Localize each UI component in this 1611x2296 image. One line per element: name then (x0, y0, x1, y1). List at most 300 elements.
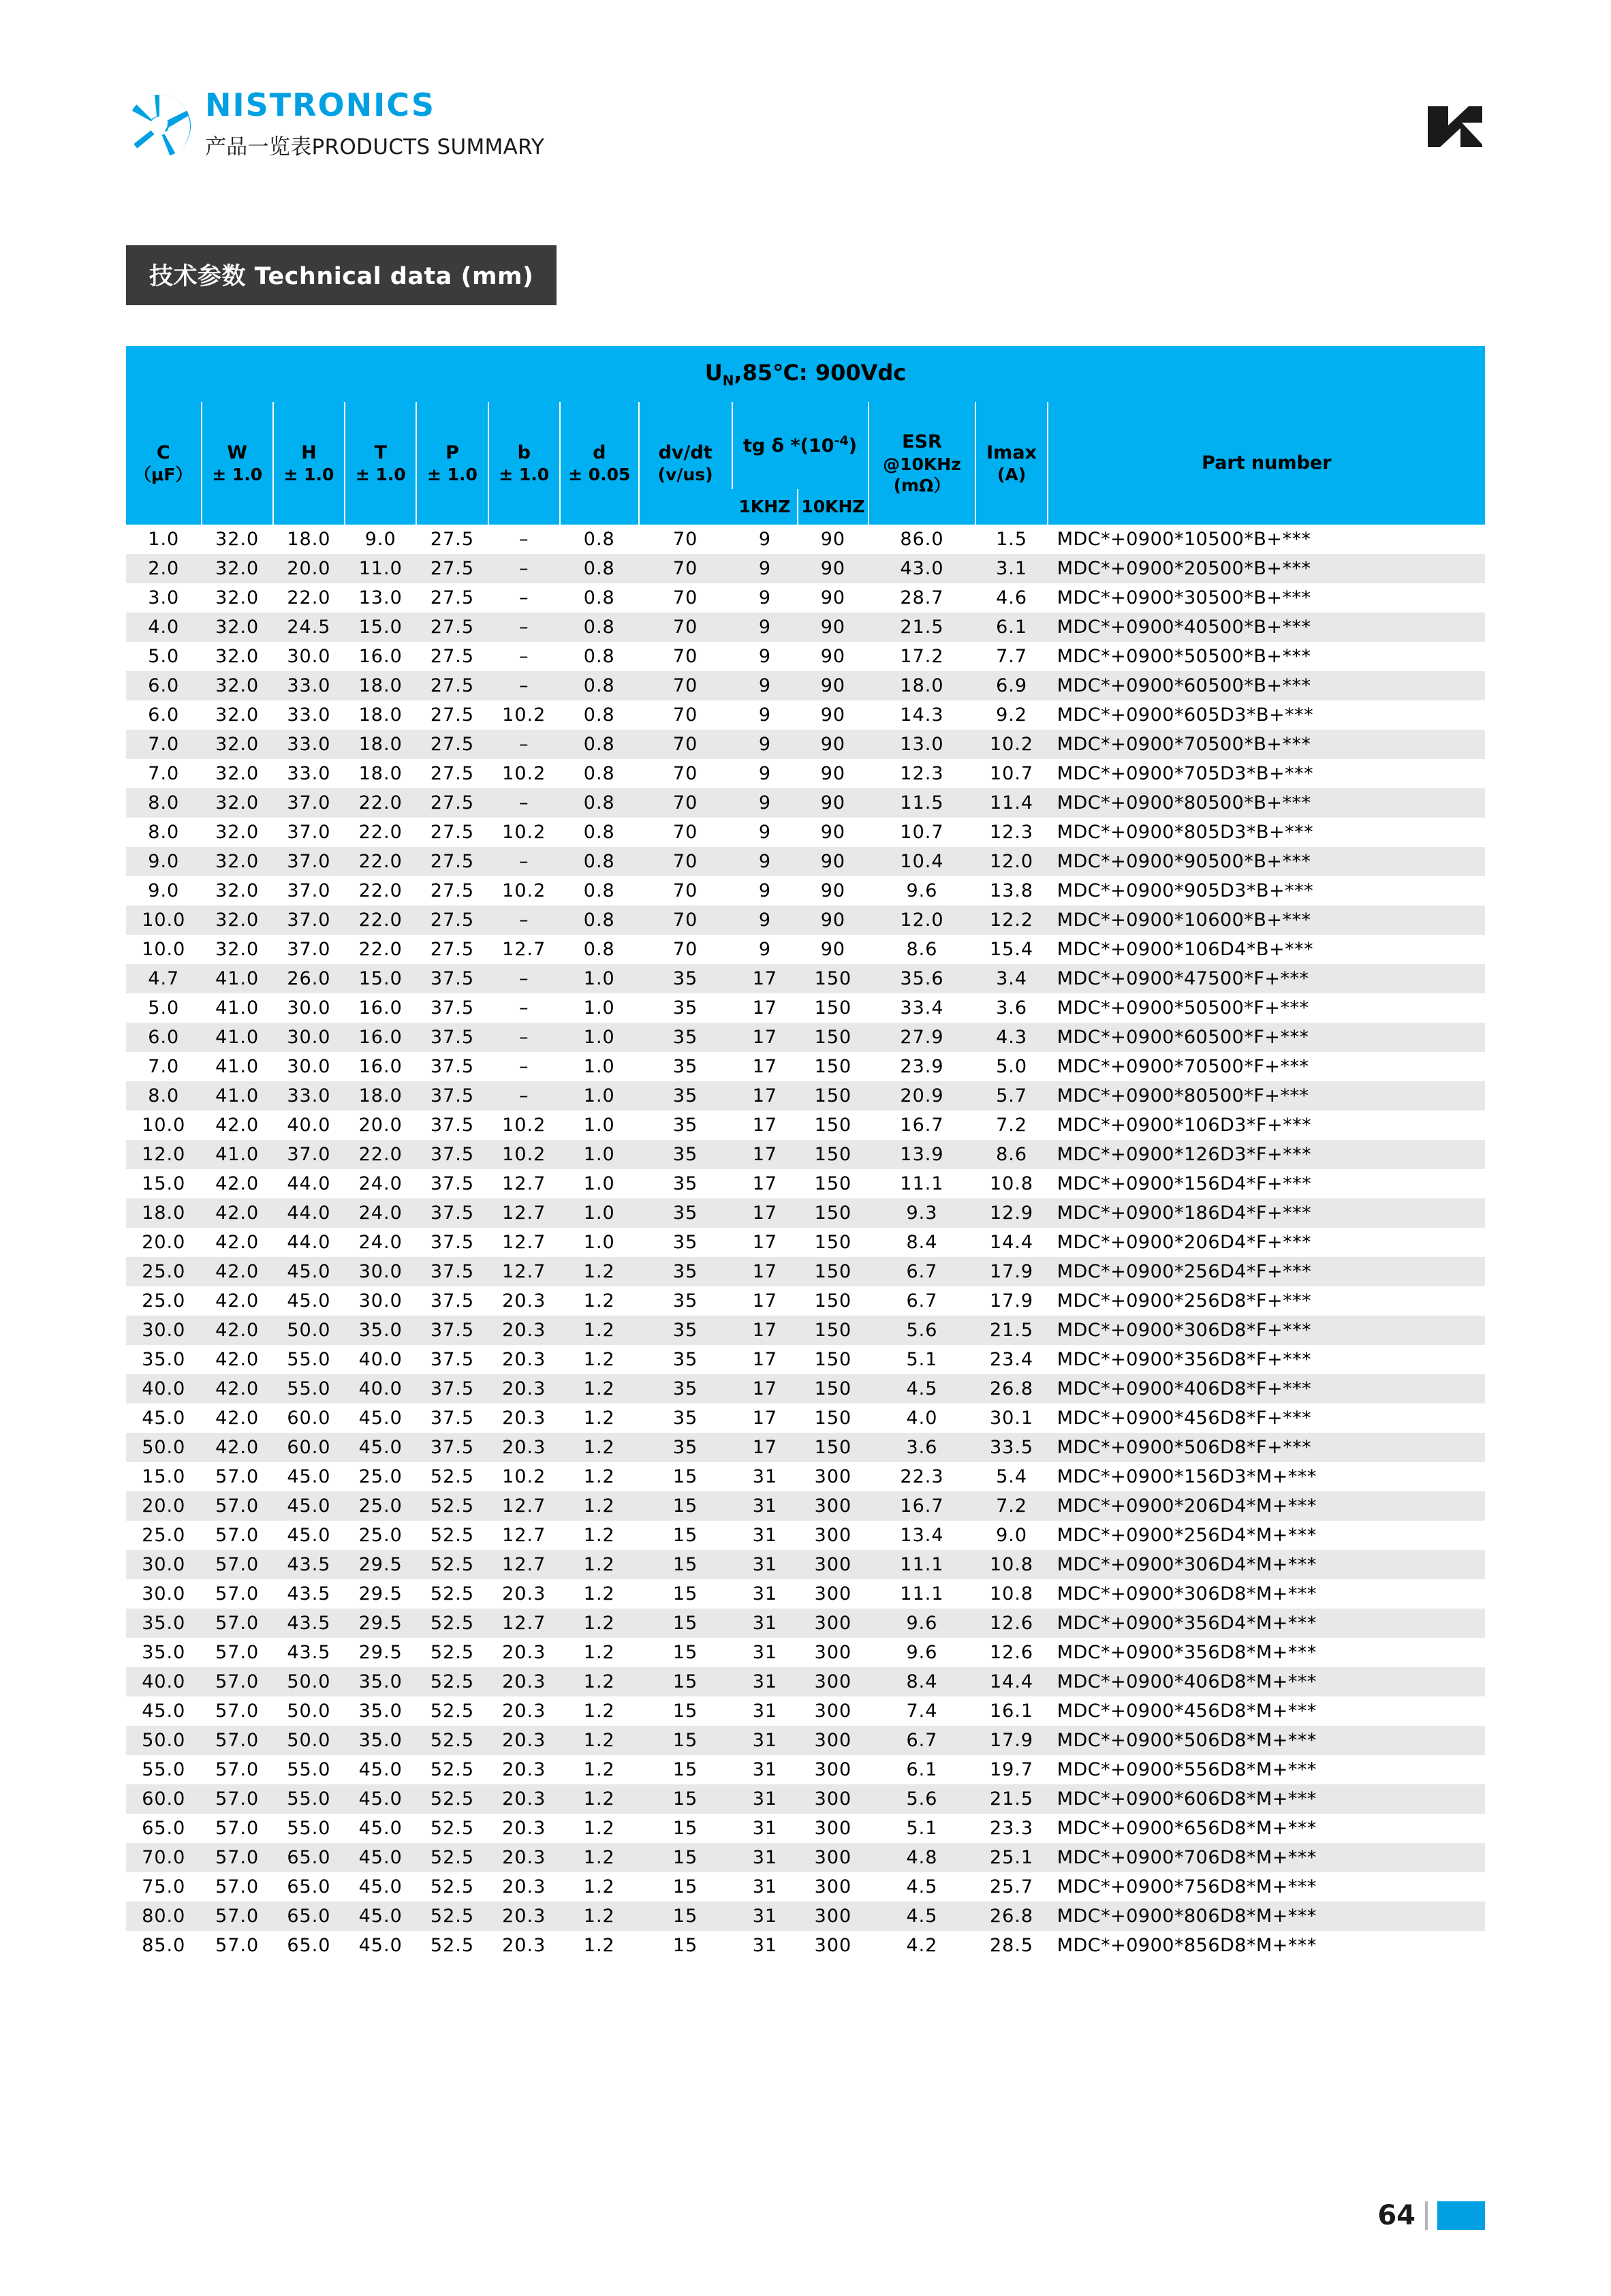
cell-part-number: MDC*+0900*20500*B+*** (1048, 554, 1485, 583)
cell-value: 35 (639, 1257, 732, 1286)
cell-value: 57.0 (202, 1550, 273, 1579)
header-tg-close: ) (848, 435, 858, 457)
header-h (273, 402, 345, 525)
cell-value: 27.5 (416, 905, 488, 935)
cell-part-number: MDC*+0900*256D4*M+*** (1048, 1521, 1485, 1550)
cell-value: 31 (732, 1843, 798, 1872)
header-esr-unit: (mΩ） (893, 475, 951, 495)
cell-value: 7.2 (975, 1491, 1047, 1521)
cell-value: 20.3 (488, 1345, 560, 1374)
cell-value: 17.9 (975, 1726, 1047, 1755)
cell-part-number: MDC*+0900*30500*B+*** (1048, 583, 1485, 612)
cell-value: 30.0 (126, 1550, 202, 1579)
cell-value: 1.2 (560, 1814, 639, 1843)
cell-value: 37.5 (416, 1257, 488, 1286)
cell-value: 20.3 (488, 1638, 560, 1667)
cell-value: 24.5 (273, 612, 345, 642)
header-tg-10khz: 10KHZ (798, 489, 868, 525)
brand-name: NISTRONICS (205, 87, 436, 123)
cell-value: 52.5 (416, 1784, 488, 1814)
cell-value: 90 (798, 759, 868, 788)
cell-value: 15 (639, 1667, 732, 1696)
cell-value: 31 (732, 1579, 798, 1609)
cell-value: 41.0 (202, 1023, 273, 1052)
table-row (126, 1462, 1485, 1491)
cell-value: 17.9 (975, 1257, 1047, 1286)
cell-value: – (488, 671, 560, 700)
cell-value: 33.0 (273, 759, 345, 788)
cell-part-number: MDC*+0900*556D8*M+*** (1048, 1755, 1485, 1784)
cell-value: 9 (732, 847, 798, 876)
cell-value: 37.0 (273, 847, 345, 876)
cell-value: 300 (798, 1872, 868, 1902)
header-t-label: T (374, 441, 387, 463)
cell-value: 15 (639, 1726, 732, 1755)
cell-value: 43.0 (869, 554, 976, 583)
cell-part-number: MDC*+0900*856D8*M+*** (1048, 1931, 1485, 1960)
table-row (126, 1198, 1485, 1228)
cell-value: – (488, 964, 560, 993)
cell-value: 57.0 (202, 1609, 273, 1638)
cell-part-number: MDC*+0900*606D8*M+*** (1048, 1784, 1485, 1814)
cell-value: 1.0 (560, 1169, 639, 1198)
cell-value: 1.0 (560, 993, 639, 1023)
cell-value: 28.5 (975, 1931, 1047, 1960)
cell-value: 52.5 (416, 1521, 488, 1550)
cell-value: 33.0 (273, 700, 345, 730)
header-p-label: P (445, 441, 459, 463)
cell-value: 55.0 (126, 1755, 202, 1784)
table-row (126, 1579, 1485, 1609)
cell-value: 9 (732, 759, 798, 788)
brand-logo (126, 89, 544, 160)
header-b-label: b (517, 441, 531, 463)
cell-value: 37.5 (416, 1081, 488, 1111)
cell-value: 1.2 (560, 1286, 639, 1316)
cell-value: 16.7 (869, 1111, 976, 1140)
cell-value: 57.0 (202, 1579, 273, 1609)
cell-value: 10.0 (126, 935, 202, 964)
cell-value: 7.0 (126, 1052, 202, 1081)
table-row (126, 1081, 1485, 1111)
cell-value: 27.5 (416, 876, 488, 905)
cell-value: 1.2 (560, 1403, 639, 1433)
cell-value: 45.0 (273, 1462, 345, 1491)
cell-value: 25.0 (126, 1521, 202, 1550)
cell-value: 32.0 (202, 583, 273, 612)
cell-value: 17 (732, 1403, 798, 1433)
cell-value: 7.0 (126, 730, 202, 759)
cell-value: 45.0 (126, 1403, 202, 1433)
cell-value: – (488, 993, 560, 1023)
cell-part-number: MDC*+0900*406D8*F+*** (1048, 1374, 1485, 1403)
cell-value: 22.0 (345, 788, 416, 818)
cell-value: 32.0 (202, 818, 273, 847)
cell-value: 14.3 (869, 700, 976, 730)
cell-value: 9.0 (126, 847, 202, 876)
cell-value: 27.5 (416, 583, 488, 612)
cell-value: 35 (639, 964, 732, 993)
cell-value: 24.0 (345, 1228, 416, 1257)
cell-value: 57.0 (202, 1843, 273, 1872)
cell-value: 4.0 (126, 612, 202, 642)
cell-value: 300 (798, 1726, 868, 1755)
cell-value: 12.0 (975, 847, 1047, 876)
cell-value: 9.3 (869, 1198, 976, 1228)
cell-value: 15 (639, 1579, 732, 1609)
cell-part-number: MDC*+0900*80500*B+*** (1048, 788, 1485, 818)
cell-value: 0.8 (560, 876, 639, 905)
cell-value: 20.3 (488, 1843, 560, 1872)
cell-value: 35 (639, 1228, 732, 1257)
table-row (126, 876, 1485, 905)
cell-value: 42.0 (202, 1228, 273, 1257)
cell-value: 8.0 (126, 788, 202, 818)
table-row (126, 671, 1485, 700)
table-row (126, 583, 1485, 612)
cell-value: 22.0 (345, 818, 416, 847)
cell-value: 9 (732, 935, 798, 964)
cell-value: 52.5 (416, 1609, 488, 1638)
page-header (126, 89, 1485, 177)
cell-value: 15 (639, 1931, 732, 1960)
cell-value: 35.6 (869, 964, 976, 993)
cell-part-number: MDC*+0900*10600*B+*** (1048, 905, 1485, 935)
cell-value: 70 (639, 788, 732, 818)
cell-value: 18.0 (126, 1198, 202, 1228)
table-row (126, 1814, 1485, 1843)
cell-value: 4.8 (869, 1843, 976, 1872)
table-row (126, 1755, 1485, 1784)
cell-value: 45.0 (345, 1931, 416, 1960)
cell-value: 6.1 (975, 612, 1047, 642)
cell-part-number: MDC*+0900*90500*B+*** (1048, 847, 1485, 876)
cell-value: 41.0 (202, 993, 273, 1023)
cell-value: 0.8 (560, 730, 639, 759)
cell-value: 7.0 (126, 759, 202, 788)
cell-value: 57.0 (202, 1755, 273, 1784)
cell-value: 35 (639, 1316, 732, 1345)
cell-value: 10.2 (488, 818, 560, 847)
cell-value: 1.2 (560, 1374, 639, 1403)
cell-value: 20.3 (488, 1579, 560, 1609)
cell-value: 6.0 (126, 700, 202, 730)
cell-value: 40.0 (345, 1345, 416, 1374)
cell-value: 20.3 (488, 1433, 560, 1462)
table-row (126, 1052, 1485, 1081)
cell-value: 52.5 (416, 1667, 488, 1696)
cell-value: 35.0 (345, 1726, 416, 1755)
cell-value: 70 (639, 935, 732, 964)
cell-value: 1.2 (560, 1609, 639, 1638)
table-row (126, 1023, 1485, 1052)
cell-value: 7.4 (869, 1696, 976, 1726)
cell-value: 10.0 (126, 1111, 202, 1140)
cell-value: 60.0 (273, 1433, 345, 1462)
cell-value: 8.4 (869, 1228, 976, 1257)
cell-value: 22.0 (345, 1140, 416, 1169)
cell-part-number: MDC*+0900*806D8*M+*** (1048, 1902, 1485, 1931)
cell-value: 37.5 (416, 964, 488, 993)
cell-value: 6.9 (975, 671, 1047, 700)
cell-value: 57.0 (202, 1814, 273, 1843)
cell-value: 11.4 (975, 788, 1047, 818)
cell-value: 55.0 (273, 1755, 345, 1784)
cell-value: 20.3 (488, 1286, 560, 1316)
cell-value: 17 (732, 1316, 798, 1345)
table-row (126, 1609, 1485, 1638)
cell-value: 22.0 (345, 905, 416, 935)
cell-value: 16.0 (345, 993, 416, 1023)
cell-value: 57.0 (202, 1931, 273, 1960)
cell-value: 15 (639, 1550, 732, 1579)
cell-value: 25.0 (126, 1286, 202, 1316)
cell-value: 21.5 (975, 1316, 1047, 1345)
table-row (126, 1316, 1485, 1345)
cell-value: 20.0 (273, 554, 345, 583)
cell-value: 30.0 (273, 993, 345, 1023)
table-row (126, 1345, 1485, 1374)
cell-value: 25.0 (126, 1257, 202, 1286)
cell-value: 0.8 (560, 847, 639, 876)
cell-value: 90 (798, 583, 868, 612)
cell-value: 70 (639, 847, 732, 876)
cell-value: 6.7 (869, 1726, 976, 1755)
cell-value: 300 (798, 1609, 868, 1638)
cell-value: 5.6 (869, 1784, 976, 1814)
table-row (126, 1931, 1485, 1960)
cell-value: 16.7 (869, 1491, 976, 1521)
cell-value: 17 (732, 1374, 798, 1403)
cell-value: 12.6 (975, 1609, 1047, 1638)
cell-value: 33.0 (273, 730, 345, 759)
table-row (126, 964, 1485, 993)
cell-value: 11.1 (869, 1169, 976, 1198)
cell-value: 10.8 (975, 1169, 1047, 1198)
cell-value: 52.5 (416, 1638, 488, 1667)
cell-value: 70.0 (126, 1843, 202, 1872)
cell-value: 3.0 (126, 583, 202, 612)
cell-value: 9.0 (126, 876, 202, 905)
cell-value: 9 (732, 818, 798, 847)
cell-part-number: MDC*+0900*356D4*M+*** (1048, 1609, 1485, 1638)
cell-value: 45.0 (345, 1902, 416, 1931)
cell-value: 150 (798, 1198, 868, 1228)
spec-table (126, 346, 1485, 1960)
cell-value: 90 (798, 700, 868, 730)
cell-part-number: MDC*+0900*406D8*M+*** (1048, 1667, 1485, 1696)
cell-value: 9 (732, 788, 798, 818)
cell-value: 5.6 (869, 1316, 976, 1345)
cell-value: 44.0 (273, 1169, 345, 1198)
cell-value: 5.0 (126, 642, 202, 671)
cell-value: 52.5 (416, 1491, 488, 1521)
cell-value: 37.5 (416, 993, 488, 1023)
header-dvdt-label: dv/dt (658, 441, 713, 463)
table-banner-row (126, 346, 1485, 402)
cell-value: 45.0 (345, 1403, 416, 1433)
cell-value: 15 (639, 1638, 732, 1667)
cell-value: 70 (639, 554, 732, 583)
cell-value: 4.6 (975, 583, 1047, 612)
cell-value: 12.9 (975, 1198, 1047, 1228)
cell-value: 300 (798, 1843, 868, 1872)
cell-value: 12.7 (488, 1169, 560, 1198)
cell-value: 150 (798, 1052, 868, 1081)
cell-value: 27.5 (416, 818, 488, 847)
cell-value: 35 (639, 1052, 732, 1081)
cell-value: 300 (798, 1462, 868, 1491)
cell-value: 18.0 (345, 730, 416, 759)
cell-value: 19.7 (975, 1755, 1047, 1784)
cell-value: 30.0 (273, 642, 345, 671)
cell-value: – (488, 1081, 560, 1111)
cell-value: 37.5 (416, 1228, 488, 1257)
cell-value: 1.2 (560, 1638, 639, 1667)
cell-value: 31 (732, 1872, 798, 1902)
banner-sub: N (722, 372, 734, 389)
page-footer (1377, 2200, 1485, 2231)
cell-value: 31 (732, 1755, 798, 1784)
cell-value: 10.2 (488, 876, 560, 905)
cell-value: 150 (798, 993, 868, 1023)
cell-value: 150 (798, 1081, 868, 1111)
cell-value: 12.7 (488, 1198, 560, 1228)
table-row (126, 1696, 1485, 1726)
cell-value: 26.8 (975, 1374, 1047, 1403)
cell-value: 70 (639, 876, 732, 905)
cell-part-number: MDC*+0900*206D4*M+*** (1048, 1491, 1485, 1521)
cell-value: 60.0 (126, 1784, 202, 1814)
header-imax (975, 402, 1047, 525)
cell-value: 6.0 (126, 671, 202, 700)
cell-value: – (488, 730, 560, 759)
cell-value: 32.0 (202, 700, 273, 730)
table-row (126, 1491, 1485, 1521)
cell-value: 57.0 (202, 1872, 273, 1902)
cell-value: 17 (732, 1198, 798, 1228)
cell-value: 52.5 (416, 1814, 488, 1843)
cell-value: 90 (798, 905, 868, 935)
header-esr (869, 402, 976, 525)
table-row (126, 1140, 1485, 1169)
cell-value: 27.5 (416, 554, 488, 583)
cell-value: 70 (639, 759, 732, 788)
cell-part-number: MDC*+0900*306D8*M+*** (1048, 1579, 1485, 1609)
cell-value: 57.0 (202, 1638, 273, 1667)
cell-value: 21.5 (869, 612, 976, 642)
cell-value: 1.2 (560, 1931, 639, 1960)
cell-value: 25.0 (345, 1491, 416, 1521)
cell-value: – (488, 583, 560, 612)
cell-value: 31 (732, 1902, 798, 1931)
table-row (126, 554, 1485, 583)
header-b (488, 402, 560, 525)
cell-value: 0.8 (560, 759, 639, 788)
cell-value: 25.0 (345, 1521, 416, 1550)
cell-value: 15.4 (975, 935, 1047, 964)
cell-value: 90 (798, 788, 868, 818)
cell-value: 150 (798, 1140, 868, 1169)
cell-value: 300 (798, 1755, 868, 1784)
cell-part-number: MDC*+0900*156D3*M+*** (1048, 1462, 1485, 1491)
cell-value: 13.4 (869, 1521, 976, 1550)
cell-value: 52.5 (416, 1872, 488, 1902)
cell-value: 90 (798, 730, 868, 759)
cell-value: 30.0 (126, 1579, 202, 1609)
cell-value: 50.0 (273, 1316, 345, 1345)
cell-value: 300 (798, 1696, 868, 1726)
cell-value: 300 (798, 1902, 868, 1931)
cell-value: 17 (732, 1345, 798, 1374)
cell-value: 25.1 (975, 1843, 1047, 1872)
cell-part-number: MDC*+0900*506D8*M+*** (1048, 1726, 1485, 1755)
cell-value: 57.0 (202, 1902, 273, 1931)
cell-value: 31 (732, 1784, 798, 1814)
cell-value: 22.0 (345, 935, 416, 964)
cell-value: 300 (798, 1521, 868, 1550)
cell-value: 5.0 (126, 993, 202, 1023)
cell-value: 6.7 (869, 1257, 976, 1286)
cell-value: 27.5 (416, 935, 488, 964)
cell-value: 35.0 (126, 1345, 202, 1374)
cell-value: 18.0 (345, 759, 416, 788)
cell-value: 37.0 (273, 935, 345, 964)
cell-value: 4.7 (126, 964, 202, 993)
table-row (126, 935, 1485, 964)
cell-value: 90 (798, 935, 868, 964)
cell-part-number: MDC*+0900*60500*F+*** (1048, 1023, 1485, 1052)
cell-value: 1.2 (560, 1257, 639, 1286)
cell-value: 1.0 (560, 1228, 639, 1257)
cell-value: 10.7 (975, 759, 1047, 788)
cell-value: 17 (732, 993, 798, 1023)
header-dvdt-unit: (v/us) (657, 465, 713, 485)
cell-value: 12.7 (488, 1257, 560, 1286)
cell-value: 4.2 (869, 1931, 976, 1960)
table-row (126, 700, 1485, 730)
cell-value: 35.0 (126, 1638, 202, 1667)
cell-value: 150 (798, 1169, 868, 1198)
cell-value: 75.0 (126, 1872, 202, 1902)
cell-value: 150 (798, 1433, 868, 1462)
cell-value: 15 (639, 1902, 732, 1931)
cell-value: 37.5 (416, 1403, 488, 1433)
cell-value: 35 (639, 1345, 732, 1374)
cell-value: 18.0 (869, 671, 976, 700)
cell-value: 11.1 (869, 1579, 976, 1609)
cell-value: 20.9 (869, 1081, 976, 1111)
cell-value: 0.8 (560, 671, 639, 700)
n-corner-mark-icon (1424, 102, 1485, 150)
cell-part-number: MDC*+0900*126D3*F+*** (1048, 1140, 1485, 1169)
cell-value: 32.0 (202, 905, 273, 935)
cell-value: 150 (798, 1316, 868, 1345)
header-p-tol: ± 1.0 (426, 465, 478, 485)
cell-value: 1.0 (560, 1140, 639, 1169)
cell-value: 37.5 (416, 1345, 488, 1374)
cell-value: 29.5 (345, 1579, 416, 1609)
cell-value: 13.0 (345, 583, 416, 612)
table-row (126, 905, 1485, 935)
cell-value: 33.4 (869, 993, 976, 1023)
cell-value: 40.0 (126, 1374, 202, 1403)
cell-value: 40.0 (273, 1111, 345, 1140)
cell-value: 300 (798, 1784, 868, 1814)
cell-part-number: MDC*+0900*756D8*M+*** (1048, 1872, 1485, 1902)
cell-value: 1.2 (560, 1843, 639, 1872)
cell-value: 15.0 (126, 1462, 202, 1491)
